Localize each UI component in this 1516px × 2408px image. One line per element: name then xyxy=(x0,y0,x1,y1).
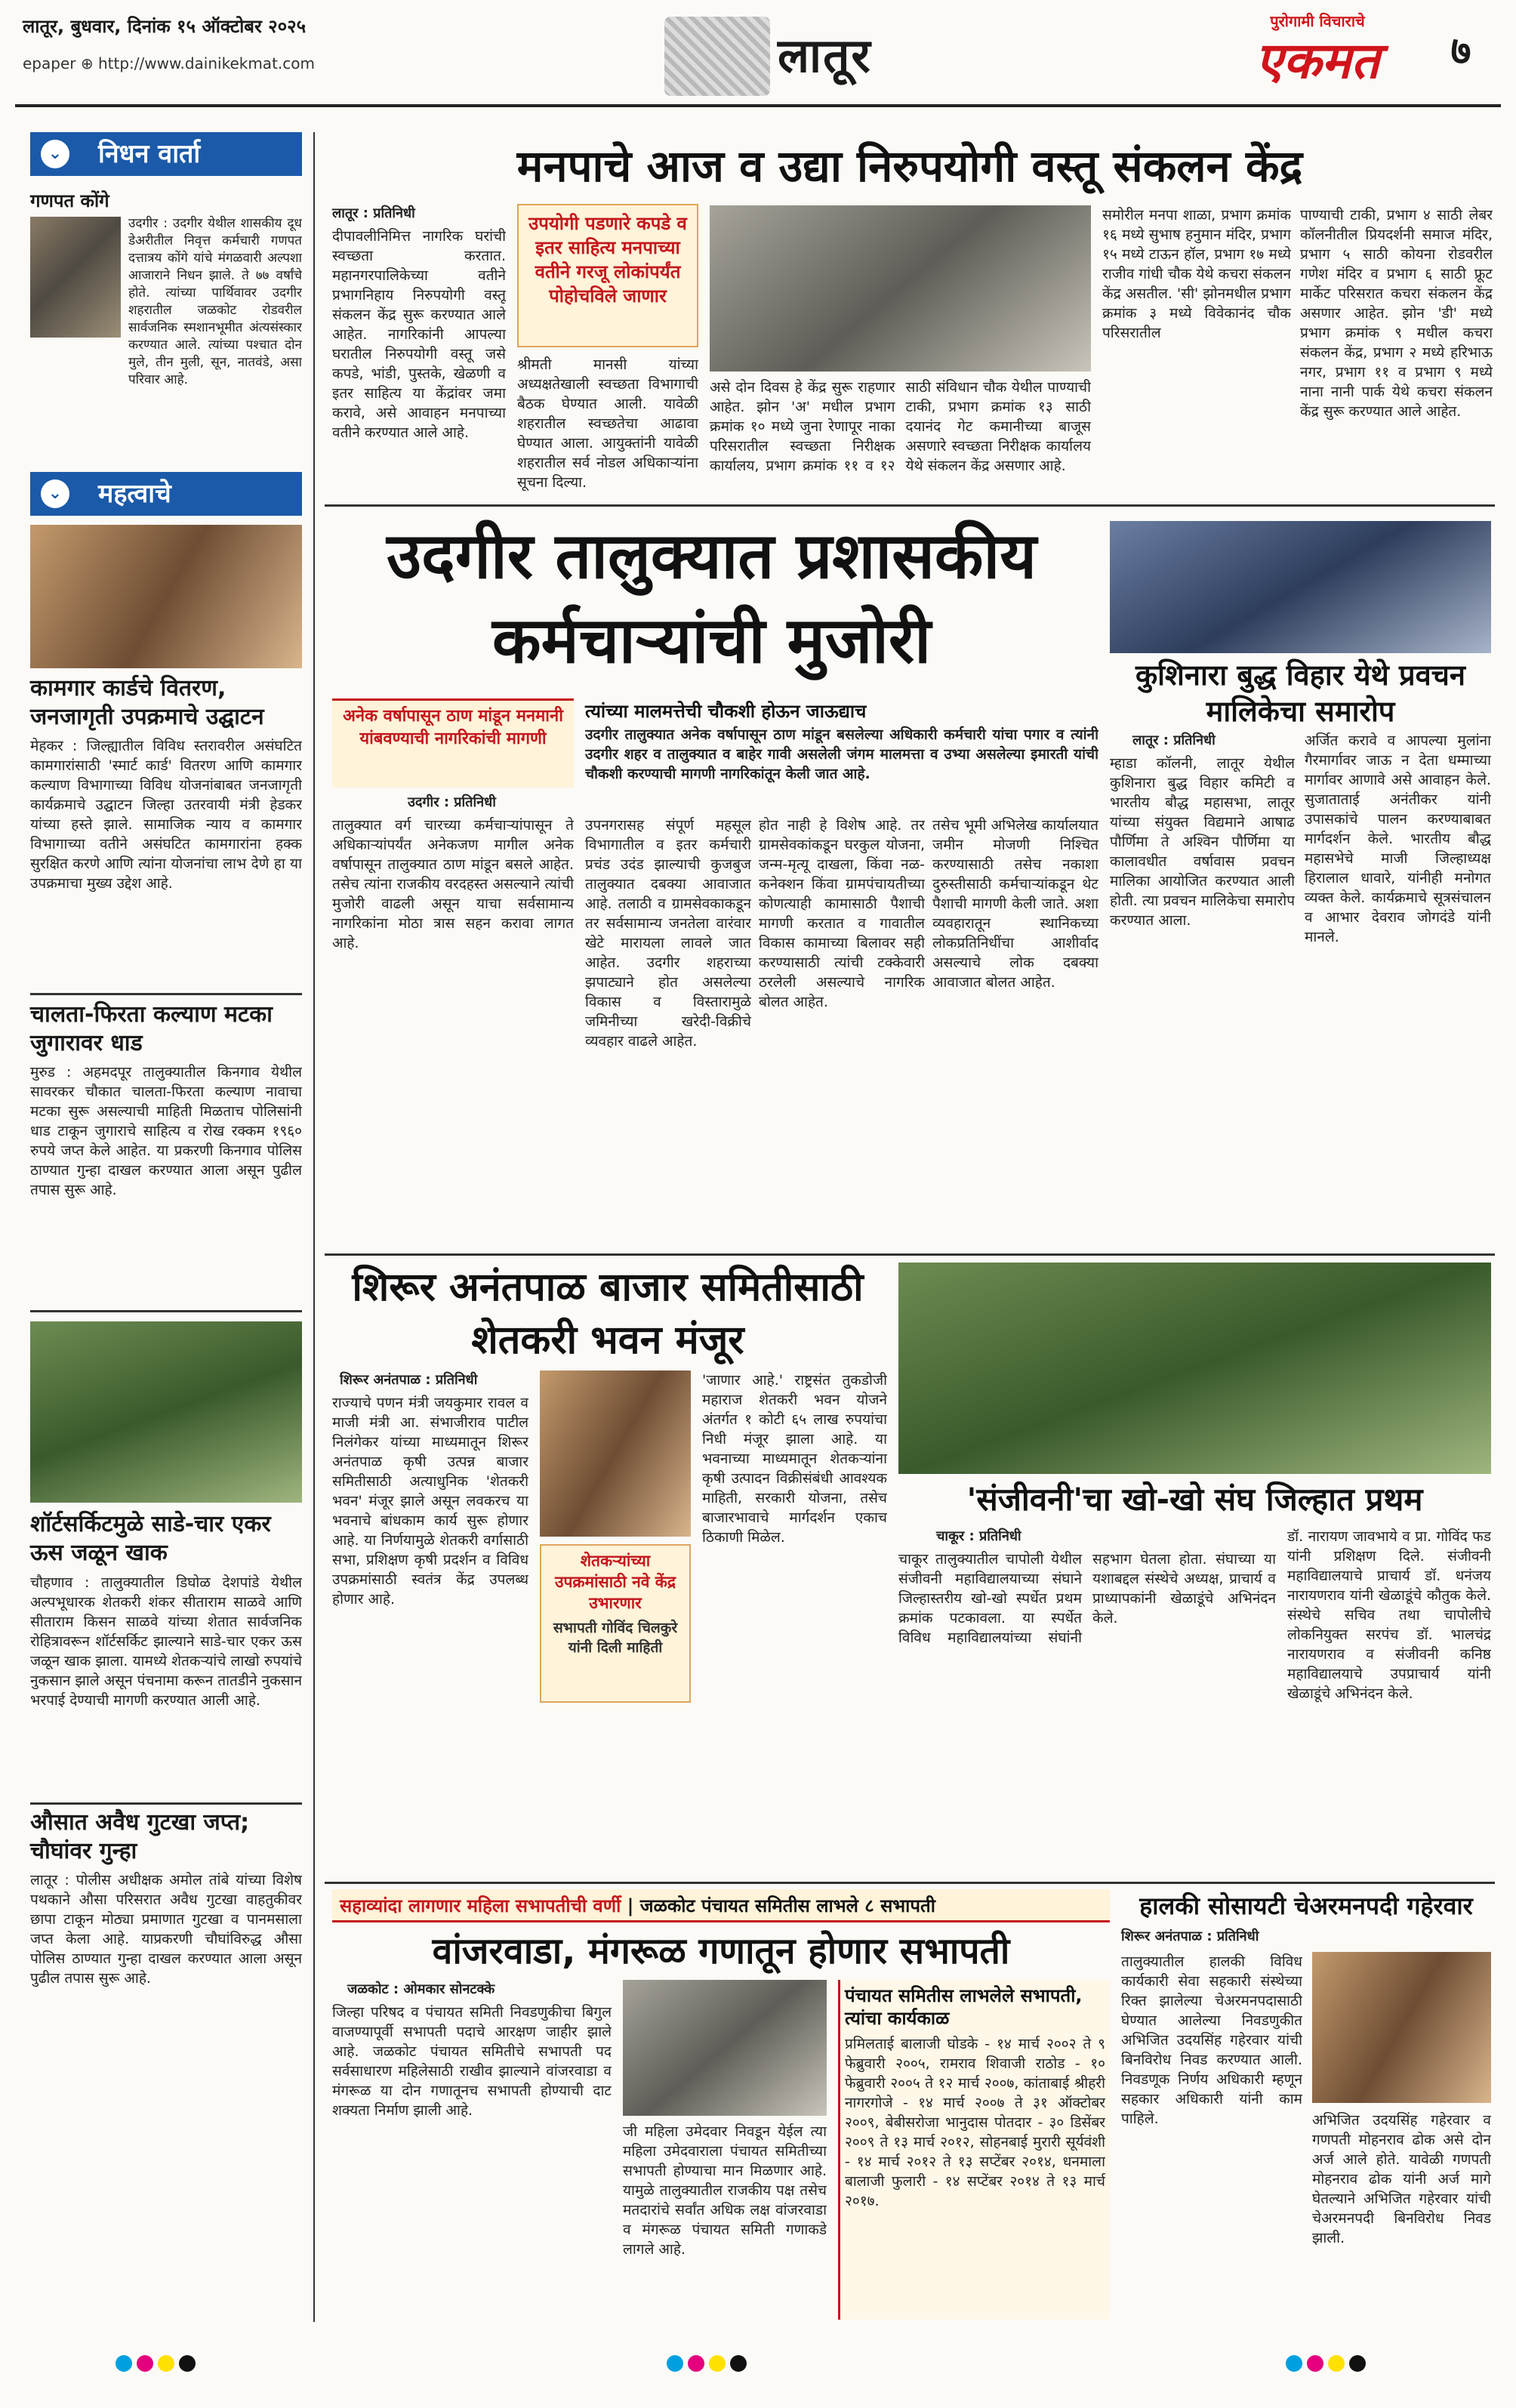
story5-byline: चाकूर : प्रतिनिधी xyxy=(936,1528,1021,1544)
story4-headline: शिरूर अनंतपाळ बाजार समितीसाठी शेतकरी भवन मंजूर xyxy=(352,1265,864,1363)
story4-text-b: 'जाणार आहे.' राष्ट्रसंत तुकडोजी महाराज शेतकरी भवन योजने अंतर्गत १ कोटी ६५ लाख रुपयांचा निधी मंजूर झाला आहे. या भवनाच्या माध्यमातून शेतकऱ्यांना कृषी उत्पादन विक्रीसंबंधी आवश्यक माहिती, सरकारी योजना, तसेच बाजारभावाचे मार्गदर्शन एकाच ठिकाणी मिळेल. xyxy=(702,1372,887,1546)
column-divider xyxy=(313,132,315,2322)
oos-text: चौहणाव : तालुक्यातील डिघोळ देशपांडे येथील अल्पभूधारक शेतकरी शंकर सीताराम साळवे आणि सीताराम किसन साळवे यांच्या शेतात सार्वजनिक रोहित्रावरून शॉर्टसर्किट झाल्याने साडे-चार एकर ऊस जळून खाक झाला. यामध्ये शेतकऱ्यांचे लाखो रुपयांचे नुकसान झाले असून पंचनामा करून तातडीने नुकसान भरपाई देण्याची मागणी करण्यात आली आहे. xyxy=(30,1574,302,1709)
info-box-text: प्रमिलताई बालाजी घोडके - १४ मार्च २००२ ते ९ फेब्रुवारी २००५, रामराव शिवाजी राठोड - १० फेब्रुवारी २००५ ते १२ मार्च २००७, कांताबाई श्रीहरी नागरगोजे - १४ मार्च २००७ ते ३१ ऑक्टोबर २००९, बेबीसरोजा भानुदास पोतदार - ३० डिसेंबर २००९ ते १३ मार्च २०१२, सोहनबाई मुरारी सूर्यवंशी - १४ मार्च २०१२ ते १३ सप्टेंबर २०१४, धनमाला बालाजी फुलारी - १४ सप्टेंबर २०१४ ते १३ मार्च २०१७. xyxy=(845,2036,1105,2209)
story6-headline: वांजरवाडा, मंगरूळ गणातून होणार सभापती xyxy=(432,1930,1010,1972)
story2-text-b: उपनगरासह संपूर्ण महसूल विभागातील व इतर कर्मचारी प्रचंड उदंड झाल्याची कुजबुज तालुक्यात दबक्या आवाजात आहे. तलाठी व ग्रामसेवकाकडून तर सर्वसामान्य जनतेला वारंवार खेटे मारायला लावले जात आहेत. उदगीर शहराच्या झपाट्याने होत असलेल्या विकास व विस्तारामुळे जमिनीच्या खरेदी-विक्रीचे व्यवहार वाढले आहेत. xyxy=(585,817,751,1050)
obit-photo xyxy=(30,217,121,338)
story2-headline: उदगीर तालुक्यात प्रशासकीय कर्मचाऱ्यांची मुजोरी xyxy=(387,519,1037,677)
banner-right: जळकोट पंचायत समितीस लाभले ८ सभापती xyxy=(639,1895,935,1916)
caption-sub: सभापती गोविंद चिलकुरे यांनी दिली माहिती xyxy=(553,1620,678,1656)
header-rule xyxy=(15,104,1501,107)
story6-photo xyxy=(623,1980,827,2116)
story4-photo xyxy=(540,1370,691,1537)
divider xyxy=(325,1882,1495,1884)
story6-byline: जळकोट : ओमकार सोनटक्के xyxy=(347,1981,495,1997)
brand-tagline: पुरोगामी विचाराचे xyxy=(1270,12,1365,30)
story1-byline: लातूर : प्रतिनिधी xyxy=(332,205,415,221)
story4-caption-box xyxy=(540,1544,691,1703)
city-emblem xyxy=(664,17,770,96)
side-box-text: उपयोगी पडणारे कपडे व इतर साहित्य मनपाच्या वतीने गरजू लोकांपर्यंत पोहोचविले जाणार xyxy=(528,213,687,307)
kamgar-text: मेहकर : जिल्ह्यातील विविध स्तरावरील असंघटित कामगारांसाठी 'स्मार्ट कार्ड' वितरण आणि कामगार कल्याण विभागाच्या विविध योजनांबाबत जनजागृती कार्यक्रमाचे उद्घाटन जिल्हा उतरवायी मंत्री हेडकर यांच्या हस्ते झाले. सामाजिक न्याय व कामगार विभागाच्या वतीने असंघटित कामगारांना हक्क सुरक्षित करणे आणि त्यांना योजनांचा लाभ देणे हा या उपक्रमाचा मुख्य उद्देश आहे. xyxy=(30,738,302,892)
story7-headline: हालकी सोसायटी चेअरमनपदी गहेरवार xyxy=(1139,1892,1473,1920)
left-column xyxy=(30,132,302,2322)
story3-headline: कुशिनारा बुद्ध विहार येथे प्रवचन मालिकेचा समारोप xyxy=(1135,658,1465,728)
mahatvache-heading: ⌄ महत्वाचे xyxy=(30,472,302,516)
obit-text: उदगीर : उदगीर येथील शासकीय दूध डेअरीतील निवृत्त कर्मचारी गणपत दत्तात्रय कोंगे यांचे मंगळवारी अल्पशा आजाराने निधन झाले. ते ७७ वर्षांचे होते. त्यांच्या पार्थिवावर उदगीर शहरातील जळकोट रोडवरील सार्वजनिक स्मशानभूमीत अंत्यसंस्कार करण्यात आले. त्यांच्या पश्चात दोन मुले, तीन मुली, सून, नातवंडे, असा परिवार आहे. xyxy=(128,216,302,387)
globe-icon: ⊕ xyxy=(80,54,94,72)
divider xyxy=(30,1310,302,1312)
story3-byline: लातूर : प्रतिनिधी xyxy=(1132,732,1216,748)
divider xyxy=(325,504,1495,507)
registration-marks-right xyxy=(1283,2355,1368,2378)
header-date: लातूर, बुधवार, दिनांक १५ ऑक्टोबर २०२५ xyxy=(23,16,307,37)
info-box-title: पंचायत समितीस लाभलेले सभापती, त्यांचा कार्यकाळ xyxy=(845,1985,1083,2029)
caption-title: शेतकऱ्यांच्या उपक्रमांसाठी नवे केंद्र उभारणार xyxy=(554,1552,676,1612)
oos-title: शॉर्टसर्किटमुळे साडे-चार एकर ऊस जळून खाक xyxy=(30,1511,271,1566)
sugarcane-photo xyxy=(30,1321,302,1503)
header-epaper xyxy=(23,54,315,72)
banner-sep: | xyxy=(627,1895,640,1916)
story4-text-a: राज्याचे पणन मंत्री जयकुमार रावल व माजी मंत्री आ. संभाजीराव पाटील निलंगेकर यांच्या माध्यमातून शिरूर अनंतपाळ कृषी उत्पन्न बाजार समितीसाठी अत्याधुनिक 'शेतकरी भवन' मंजूर झाले असून लवकरच या भवनाचे बांधकाम कार्य सुरू होणार आहे. या निर्णयामुळे शेतकरी वर्गासाठी सभा, प्रशिक्षण कृषी प्रदर्शन व विविध उपक्रमांसाठी स्वतंत्र केंद्र उपलब्ध होणार आहे. xyxy=(332,1395,528,1608)
chevron-down-icon: ⌄ xyxy=(41,479,69,508)
gutkha-text: लातूर : पोलीस अधीक्षक अमोल तांबे यांच्या विशेष पथकाने औसा परिसरात अवैध गुटखा वाहतुकीवर छापा टाकून मोठ्या प्रमाणात गुटखा व पानमसाला जप्त केला आहे. याप्रकरणी चौघांविरुद्ध औसा पोलिस ठाण्यात गुन्हा दाखल करण्यात आला असून पुढील तपास सुरू आहे. xyxy=(30,1872,302,1987)
site-link[interactable]: http://www.dainikekmat.com xyxy=(97,54,315,72)
story3-photo xyxy=(1110,521,1491,653)
story4-byline: शिरूर अनंतपाळ : प्रतिनिधी xyxy=(340,1372,478,1388)
brand-logo xyxy=(1216,11,1419,100)
story2-text-a: तालुक्यात वर्ग चारच्या कर्मचाऱ्यांपासून ते अधिकाऱ्यांपर्यंत अनेकजण मागील अनेक वर्षापासून तालुक्यात ठाण मांडून बसले आहेत. तसेच त्यांना राजकीय वरदहस्त असल्याने त्यांची मुजोरी वाढली असून याचा सर्वसामान्य नागरिकांना मोठा त्रास सहन करावा लागत आहे. xyxy=(332,817,574,951)
story6-banner xyxy=(332,1889,1110,1922)
page-number: ७ xyxy=(1450,29,1471,74)
divider xyxy=(30,993,302,995)
matka-title: चालता-फिरता कल्याण मटका जुगारावर धाड xyxy=(30,1001,273,1056)
story2-sub2: त्यांच्या मालमत्तेची चौकशी होऊन जाऊद्याच xyxy=(585,701,867,722)
page-city: लातूर xyxy=(778,28,872,83)
kamgar-title: कामगार कार्डचे वितरण, जनजागृती उपक्रमाचे उद्घाटन xyxy=(30,675,264,730)
story1-text-c: असे दोन दिवस हे केंद्र सुरू राहणार आहेत. झोन 'अ' मधील प्रभाग क्रमांक १० मध्ये जुना रेणापूर नाका परिसरातील स्वच्छता निरीक्षक कार्यालय, प्रभाग क्रमांक ११ व १२ साठी संविधान चौक येथील पाण्याची टाकी, प्रभाग क्रमांक १३ साठी दयानंद गेट कमानीच्या बाजूस असणारे स्वच्छता निरीक्षक कार्यालय येथे संकलन केंद्र असणार आहे. xyxy=(710,379,1091,474)
divider xyxy=(30,1802,302,1805)
epaper-label: epaper xyxy=(23,54,76,72)
story2-text-d: तसेच भूमी अभिलेख कार्यालयात जमीन मोजणी निश्चित करण्यासाठी तसेच नकाशा दुरुस्तीसाठी कर्मचाऱ्यांकडून थेट पैशाची मागणी केली जाते. अशा व्यवहारातून स्थानिकच्या लोकप्रतिनिधींचा आशीर्वाद असल्याचे लोक दबक्या आवाजात बोलत आहेत. xyxy=(932,817,1098,991)
story5-text-b: डॉ. नारायण जावभाये व प्रा. गोविंद फड यांनी प्रशिक्षण दिले. संजीवनी महाविद्यालयाचे प्राचार्य डॉ. धनंजय नारायणराव यांनी खेळाडूंचे कौतुक केले. संस्थेचे सचिव तथा चापोलीचे लोकनियुक्त सरपंच डॉ. भालचंद्र नारायणराव व संजीवनी कनिष्ठ महाविद्यालयाचे उपप्राचार्य यांनी खेळाडूंचे अभिनंदन केले. xyxy=(1287,1528,1491,1702)
story7-text-b: अभिजित उदयसिंह गहेरवार व गणपती मोहनराव ढोक असे दोन अर्ज आले होते. यावेळी गणपती मोहनराव ढोक यांनी अर्ज मागे घेतल्याने अभिजित गहेरवार यांची चेअरमनपदी बिनविरोध निवड झाली. xyxy=(1312,2112,1491,2246)
kamgar-photo xyxy=(30,525,302,668)
story3-text-b: अर्जित करावे व आपल्या मुलांना गैरमार्गावर जाऊ न देता धम्माच्या मार्गावर आणावे असे आवाहन केले. सुजाताताई अनंतीकर यांनी उपासकांचे पालन करण्याबाबत मार्गदर्शन केले. भारतीय बौद्ध महासभेचे माजी जिल्हाध्यक्ष हिरालाल धावारे, यांनीही मनोगत व्यक्त केले. कार्यक्रमाचे सूत्रसंचालन व आभार देवराव जोगदंडे यांनी मानले. xyxy=(1305,732,1491,945)
story1-text-b: श्रीमती मानसी यांच्या अध्यक्षतेखाली स्वच्छता विभागाची बैठक घेण्यात आली. यावेळी शहरातील स्वच्छतेचा आढावा घेण्यात आला. आयुक्तांनी यावेळी शहरातील सर्व नोडल अधिकाऱ्यांना सूचना दिल्या. xyxy=(517,356,698,491)
gutkha-title: औसात अवैध गुटखा जप्त; चौघांवर गुन्हा xyxy=(30,1809,250,1864)
divider xyxy=(325,1253,1495,1256)
story2-text-c: होत नाही हे विशेष आहे. तर ग्रामसेवकांकडून घरकुल योजना, जन्म-मृत्यू दाखला, किंवा नळ-कनेक्शन किंवा ग्रामपंचायतीच्या कोणत्याही कामासाठी पैशाची मागणी करतात व गावातील विकास कामाच्या बिलावर सही करण्यासाठी त्यांची टक्केवारी ठरलेली असल्याचे नागरिक बोलत आहेत. xyxy=(759,817,925,1010)
story1-photo xyxy=(710,205,1091,372)
story1-side-box xyxy=(517,204,698,347)
nidhan-heading: ⌄ निधन वार्ता xyxy=(30,132,302,176)
registration-marks-left xyxy=(113,2355,198,2378)
story7-photo xyxy=(1312,1952,1491,2103)
story5-text-a: चाकूर तालुक्यातील चापोली येथील संजीवनी महाविद्यालयाच्या संघाने जिल्हास्तरीय खो-खो स्पर्धेत प्रथम क्रमांक पटकावला. या स्पर्धेत विविध महाविद्यालयांच्या संघांनी सहभाग घेतला होता. संघाच्या या यशाबद्दल संस्थेचे अध्यक्ष, प्राचार्य व प्राध्यापकांनी खेळाडूंचे अभिनंदन केले. xyxy=(898,1551,1276,1646)
story1-text-d: समोरील मनपा शाळा, प्रभाग क्रमांक १६ मध्ये सुभाष हनुमान मंदिर, प्रभाग १५ मध्ये टाऊन हॉल, प्रभाग १७ मध्ये राजीव गांधी चौक येथे कचरा संकलन केंद्र असतील. 'सी' झोनमधील प्रभाग क्रमांक ३ मध्ये विवेकानंद चौक परिसरातील xyxy=(1102,207,1291,341)
obit-name: गणपत कोंगे xyxy=(30,190,109,211)
chevron-down-icon: ⌄ xyxy=(41,140,69,168)
story3-text-a: म्हाडा कॉलनी, लातूर येथील कुशिनारा बुद्ध विहार कमिटी व भारतीय बौद्ध महासभा, लातूर यांच्या संयुक्त विद्यमाने आषाढ पौर्णिमा ते अश्विन पौर्णिमा या कालावधीत वर्षावास प्रवचन मालिका आयोजित करण्यात आली होती. त्या प्रवचन मालिकेचा समारोप करण्यात आला. xyxy=(1110,755,1295,929)
story7-byline: शिरूर अनंतपाळ : प्रतिनिधी xyxy=(1121,1929,1259,1944)
story1-text-a: दीपावलीनिमित्त नागरिक घरांची स्वच्छता करतात. महानगरपालिकेच्या वतीने प्रभागनिहाय निरुपयोगी वस्तू संकलन केंद्र सुरू करण्यात आले आहेत. नागरिकांनी आपल्या घरातील निरुपयोगी वस्तू जसे कपडे, भांडी, पुस्तके, खेळणी व इतर साहित्य या केंद्रांवर जमा करावे, असे आवाहन मनपाच्या वतीने करण्यात आले आहे. xyxy=(332,228,506,441)
story6-info-box xyxy=(838,1980,1110,2320)
story2-sub1: अनेक वर्षापासून ठाण मांडून मनमानी यांबवण्याची नागरिकांची मागणी xyxy=(332,698,574,788)
story6-text-a: जिल्हा परिषद व पंचायत समिती निवडणुकीचा बिगुल वाजण्यापूर्वी सभापती पदाचे आरक्षण जाहीर झाले आहे. जळकोट पंचायत समितीचे सभापती पद सर्वसाधारण महिलेसाठी राखीव झाल्याने वांजरवाडा व मंगरूळ या दोन गणातूनच सभापती होण्याची दाट शक्यता निर्माण झाली आहे. xyxy=(332,2004,612,2119)
registration-marks-center xyxy=(664,2355,749,2378)
story6-text-b: जी महिला उमेदवार निवडून येईल त्या महिला उमेदवाराला पंचायत समितीच्या सभापती होण्याचा मान मिळणार आहे. यामुळे तालुक्यातील राजकीय पक्ष तसेच मतदारांचे सर्वांत अधिक लक्ष वांजरवाडा व मंगरूळ पंचायत समिती गणाकडे लागले आहे. xyxy=(623,2123,827,2258)
story5-photo xyxy=(898,1263,1491,1474)
matka-text: मुरुड : अहमदपूर तालुक्यातील किनगाव येथील सावरकर चौकात चालता-फिरता कल्याण नावाचा मटका सुरू असल्याची माहिती मिळताच पोलिसांनी धाड टाकून जुगाराचे साहित्य व रोख रक्कम १९६० रुपये जप्त केले आहेत. या प्रकरणी किनगाव पोलिस ठाण्यात गुन्हा दाखल करण्यात आला असून पुढील तपास सुरू आहे. xyxy=(30,1064,302,1198)
story2-byline: उदगीर : प्रतिनिधी xyxy=(408,794,496,810)
brand-name: एकमत xyxy=(1255,32,1380,90)
story5-headline: 'संजीवनी'चा खो-खो संघ जिल्हात प्रथम xyxy=(966,1481,1423,1518)
story1-text-e: पाण्याची टाकी, प्रभाग ४ साठी लेबर कॉलनीतील प्रियदर्शनी समाज मंदिर, प्रभाग ५ साठी कोयना रोडवरील गणेश मंदिर व प्रभाग ६ साठी फ्रूट मार्केट परिसरात कचरा संकलन केंद्र असणार आहेत. झोन 'डी' मध्ये प्रभाग क्रमांक ९ मधील कचरा संकलन केंद्र, प्रभाग २ मध्ये हरिभाऊ नगर, प्रभाग ११ व प्रभाग ९ मध्ये नाना नानी पार्क येथे कचरा संकलन केंद्र सुरू करण्यात आले आहेत. xyxy=(1300,207,1493,420)
story7-text-a: तालुक्यातील हालकी विविध कार्यकारी सेवा सहकारी संस्थेच्या रिक्त झालेल्या चेअरमनपदासाठी घेण्यात आलेल्या निवडणुकीत अभिजित उदयसिंह गहेरवार यांची बिनविरोध निवड करण्यात आली. निवडणूक निर्णय अधिकारी म्हणून सहकार अधिकारी यांनी काम पाहिले. xyxy=(1121,1953,1302,2127)
banner-left: सहाव्यांदा लागणार महिला सभापतीची वर्णी xyxy=(340,1895,621,1916)
story2-intro: उदगीर तालुक्यात अनेक वर्षापासून ठाण मांडून बसलेल्या अधिकारी कर्मचारी यांचा पगार व त्यांनी उदगीर शहर व तालुक्यात व बाहेर गावी असलेली जंगम मालमत्ता व उभ्या असलेल्या इमारती यांची चौकशी करण्याची मागणी नागरिकांतून केली जात आहे. xyxy=(585,726,1098,782)
story1-headline: मनपाचे आज व उद्या निरुपयोगी वस्तू संकलन केंद्र xyxy=(516,140,1303,192)
